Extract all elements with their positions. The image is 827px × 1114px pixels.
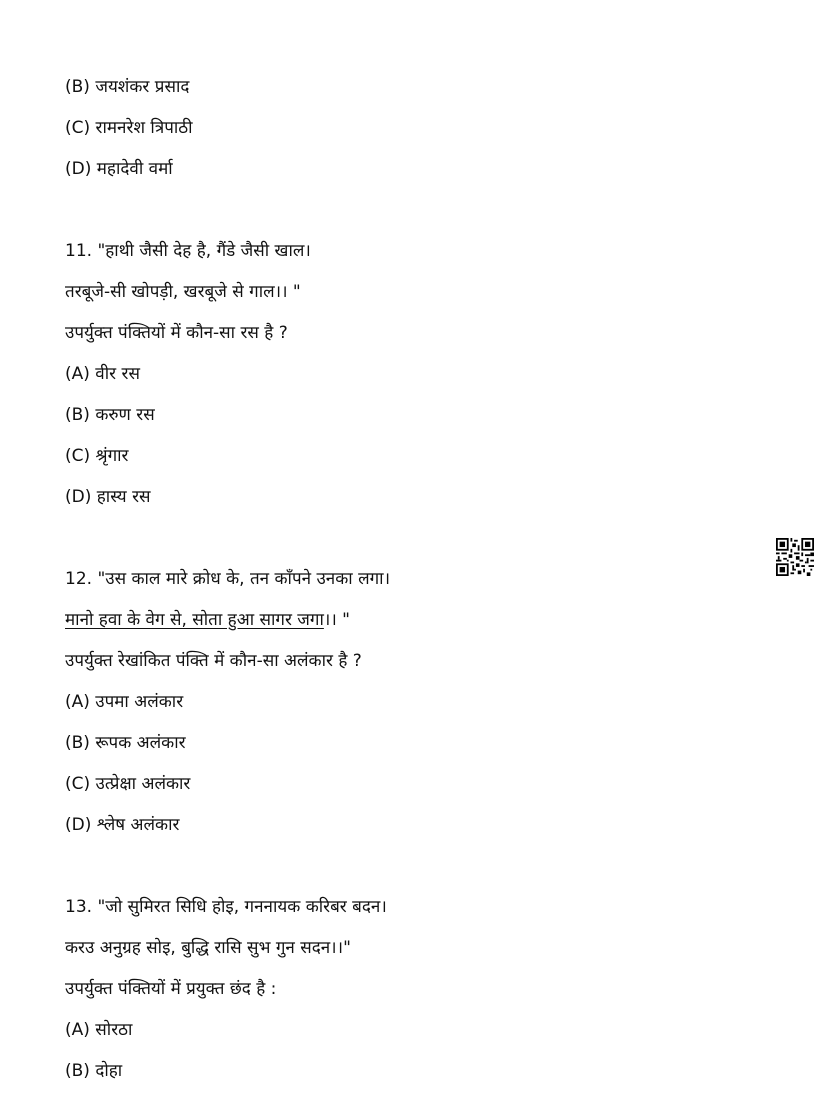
q13-line1: 13. "जो सुमिरत सिधि होइ, गननायक करिबर बदन। [65,897,387,917]
q13-option-a: (A) सोरठा [65,1020,133,1040]
option-prev-d: (D) महादेवी वर्मा [65,159,173,179]
q11-prompt: उपर्युक्त पंक्तियों में कौन-सा रस है ? [65,323,288,343]
q11-option-c: (C) श्रृंगार [65,446,129,466]
qr-code-icon [776,538,814,576]
q12-line1: 12. "उस काल मारे क्रोध के, तन काँपने उनका लगा। [65,569,391,589]
q11-line2: तरबूजे-सी खोपड़ी, खरबूजे से गाल।। " [65,282,301,302]
q11-option-a: (A) वीर रस [65,364,140,384]
q12-option-b: (B) रूपक अलंकार [65,733,186,753]
q13-prompt: उपर्युक्त पंक्तियों में प्रयुक्त छंद है : [65,979,277,999]
q12-line2-tail: ।। " [323,610,350,630]
q11-option-d: (D) हास्य रस [65,487,151,507]
option-prev-b: (B) जयशंकर प्रसाद [65,77,190,97]
q12-option-a: (A) उपमा अलंकार [65,692,184,712]
q11-line1: 11. "हाथी जैसी देह है, गैंडे जैसी खाल। [65,241,311,261]
option-prev-c: (C) रामनरेश त्रिपाठी [65,118,193,138]
q12-underlined-text: मानो हवा के वेग से, सोता हुआ सागर जगा [65,610,324,630]
q13-line2: करउ अनुग्रह सोइ, बुद्धि रासि सुभ गुन सदन।।" [65,938,351,958]
q12-line2 [65,609,350,631]
q12-prompt: उपर्युक्त रेखांकित पंक्ति में कौन-सा अलंकार है ? [65,651,362,671]
q12-option-c: (C) उत्प्रेक्षा अलंकार [65,774,191,794]
q12-option-d: (D) श्लेष अलंकार [65,815,180,835]
q13-option-b: (B) दोहा [65,1061,123,1081]
q11-option-b: (B) करुण रस [65,405,155,425]
